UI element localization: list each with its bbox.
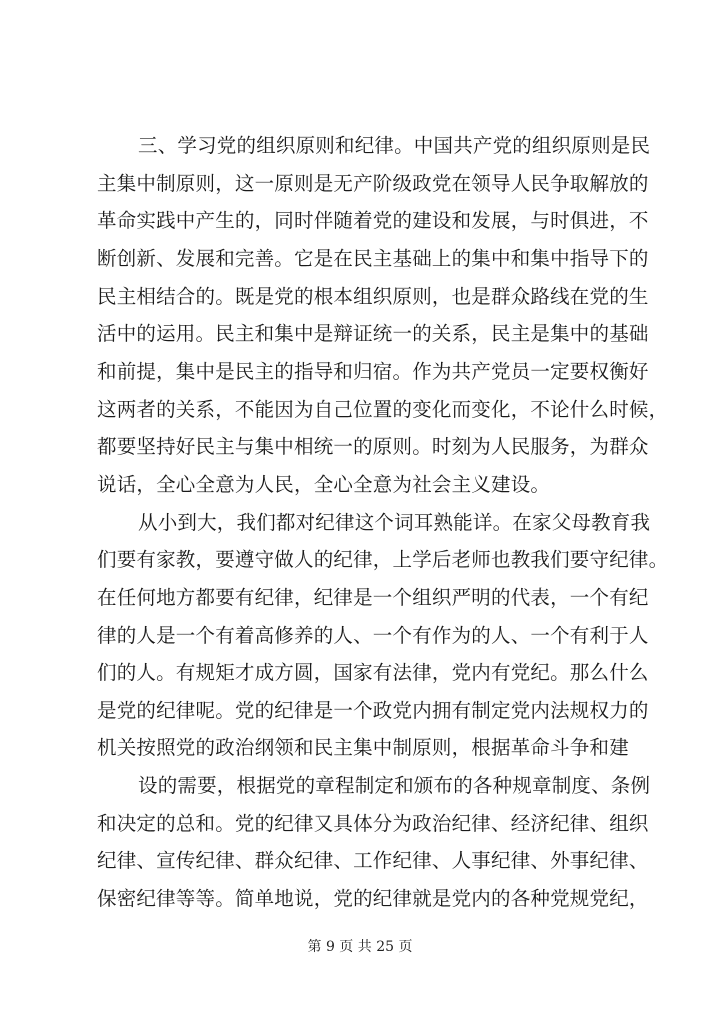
text-line: 保密纪律等等。简单地说，党的纪律就是党内的各种党规党纪， xyxy=(97,887,649,910)
text-line: 们要有家教，要遵守做人的纪律，上学后老师也教我们要守纪律。 xyxy=(97,548,669,571)
text-line: 都要坚持好民主与集中相统一的原则。时刻为人民服务，为群众 xyxy=(97,435,649,458)
text-line: 三、学习党的组织原则和纪律。中国共产党的组织原则是民 xyxy=(138,134,651,157)
text-line: 民主相结合的。既是党的根本组织原则，也是群众路线在党的生 xyxy=(97,285,649,308)
page-footer: 第 9 页 共 25 页 xyxy=(307,939,413,955)
text-line: 这两者的关系，不能因为自己位置的变化而变化，不论什么时候， xyxy=(97,398,669,421)
text-line: 是党的纪律呢。党的纪律是一个政党内拥有制定党内法规权力的 xyxy=(97,699,649,722)
text-line: 机关按照党的政治纲领和民主集中制原则，根据革命斗争和建 xyxy=(97,736,629,759)
text-line: 从小到大，我们都对纪律这个词耳熟能详。在家父母教育我 xyxy=(138,511,651,534)
text-line: 和决定的总和。党的纪律又具体分为政治纪律、经济纪律、组织 xyxy=(97,812,649,835)
text-line: 活中的运用。民主和集中是辩证统一的关系，民主是集中的基础 xyxy=(97,322,649,345)
text-line: 们的人。有规矩才成方圆，国家有法律，党内有党纪。那么什么 xyxy=(97,661,649,684)
text-line: 在任何地方都要有纪律，纪律是一个组织严明的代表，一个有纪 xyxy=(97,586,649,609)
text-line: 和前提，集中是民主的指导和归宿。作为共产党员一定要权衡好 xyxy=(97,360,649,383)
text-line: 断创新、发展和完善。它是在民主基础上的集中和集中指导下的 xyxy=(97,247,649,270)
text-line: 主集中制原则，这一原则是无产阶级政党在领导人民争取解放的 xyxy=(97,172,649,195)
text-line: 说话，全心全意为人民，全心全意为社会主义建设。 xyxy=(97,473,551,496)
text-line: 纪律、宣传纪律、群众纪律、工作纪律、人事纪律、外事纪律、 xyxy=(97,849,649,872)
text-line: 革命实践中产生的，同时伴随着党的建设和发展，与时俱进，不 xyxy=(97,209,649,232)
text-line: 设的需要，根据党的章程制定和颁布的各种规章制度、条例 xyxy=(138,774,651,797)
text-line: 律的人是一个有着高修养的人、一个有作为的人、一个有利于人 xyxy=(97,624,649,647)
